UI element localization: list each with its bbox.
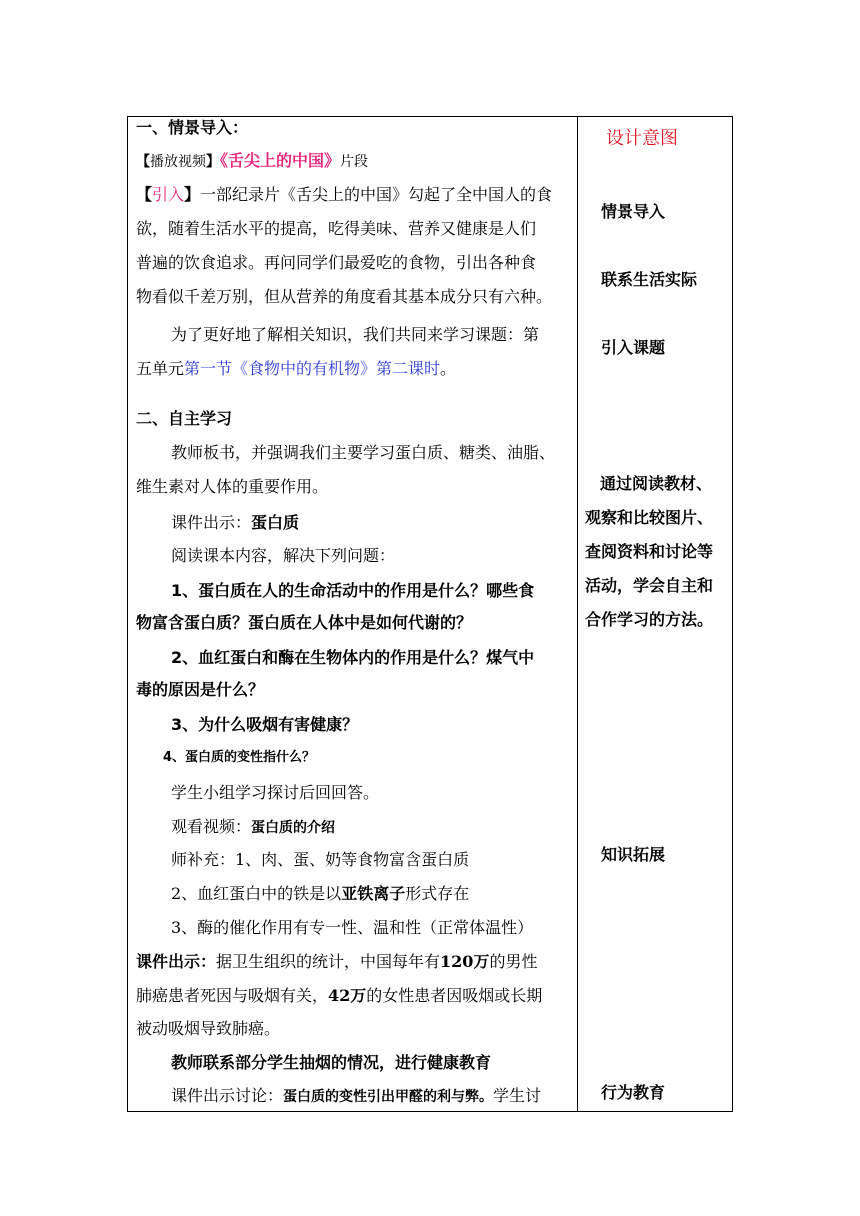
intent-self-study-2: 观察和比较图片、 xyxy=(585,508,714,527)
question-3: 3、为什么吸烟有害健康？ xyxy=(171,715,359,734)
board-line-1: 教师板书，并强调我们主要学习蛋白质、糖类、油脂、 xyxy=(171,443,556,462)
topic-period: 。 xyxy=(440,359,457,378)
intro-line-2: 欲，随着生活水平的提高，吃得美味、营养又健康是人们 xyxy=(136,219,537,238)
column-divider xyxy=(577,117,578,1111)
board-line-2: 维生素对人体的重要作用。 xyxy=(136,477,329,496)
intro-bracket-close: 】 xyxy=(184,185,201,204)
intro-line-3: 普遍的饮食追求。再问同学们最爱吃的食物，引出各种食 xyxy=(136,253,537,272)
topic-line-1: 为了更好地了解相关知识，我们共同来学习课题：第 xyxy=(171,325,540,344)
stat-male-count: 120万 xyxy=(440,952,490,971)
video-title: 《舌尖上的中国》 xyxy=(220,151,341,170)
ferrous-ion: 亚铁离子 xyxy=(341,884,406,903)
stat-line-3: 被动吸烟导致肺癌。 xyxy=(136,1019,281,1038)
supplement-2-c: 形式存在 xyxy=(405,884,470,903)
discussion-label: 课件出示讨论： xyxy=(171,1086,284,1105)
supplement-1: 师补充：1、肉、蛋、奶等食物富含蛋白质 xyxy=(171,850,470,869)
intent-scene-intro: 情景导入 xyxy=(601,202,666,221)
video-bracket-open: 【 xyxy=(136,154,150,170)
supplement-2 xyxy=(171,884,469,904)
discussion-topic: 蛋白质的变性引出甲醛的利与弊。 xyxy=(283,1089,494,1105)
watch-line xyxy=(171,817,335,838)
stat-line-2 xyxy=(136,986,542,1006)
section-1-heading: 一、情景导入： xyxy=(136,118,249,137)
lesson-title: 第一节《食物中的有机物》第二课时 xyxy=(184,359,441,378)
discussion-line xyxy=(171,1086,541,1107)
intent-real-life: 联系生活实际 xyxy=(601,270,698,289)
question-4: 4、蛋白质的变性指什么？ xyxy=(163,750,316,765)
supplement-2-a: 2、血红蛋白中的铁是以 xyxy=(171,884,342,903)
topic-prefix: 五单元 xyxy=(136,359,185,378)
intent-knowledge-extension: 知识拓展 xyxy=(601,845,666,864)
show-label: 课件出示： xyxy=(171,513,252,532)
video-bracket-close: 】 xyxy=(206,154,220,170)
intent-topic-intro: 引入课题 xyxy=(601,338,666,357)
discussion-tail: 学生讨 xyxy=(493,1086,542,1105)
section-2-heading: 二、自主学习 xyxy=(136,409,233,428)
stat-l1-c: 的男性 xyxy=(489,952,538,971)
intro-tag: 引入 xyxy=(152,185,185,204)
question-1-line-2: 物富含蛋白质？蛋白质在人体中是如何代谢的？ xyxy=(136,613,473,632)
supplement-3: 3、酶的催化作用有专一性、温和性（正常体温性） xyxy=(171,918,534,937)
question-2-line-1: 2、血红蛋白和酶在生物体内的作用是什么？煤气中 xyxy=(171,648,535,667)
intent-self-study-3: 查阅资料和讨论等 xyxy=(585,542,714,561)
intent-self-study-4: 活动，学会自主和 xyxy=(585,576,714,595)
intro-bracket-open: 【 xyxy=(136,185,153,204)
stat-line-1 xyxy=(136,952,537,972)
intent-self-study-5: 合作学习的方法。 xyxy=(585,610,714,629)
watch-value: 蛋白质的介绍 xyxy=(251,820,336,836)
intro-text-1: 一部纪录片《舌尖上的中国》勾起了全中国人的食 xyxy=(200,185,553,204)
intro-line-4: 物看似千差万别，但从营养的角度看其基本成分只有六种。 xyxy=(136,287,553,306)
stat-l2-c: 的女性患者因吸烟或长期 xyxy=(366,986,543,1005)
show-value: 蛋白质 xyxy=(251,513,300,532)
question-2-line-2: 毒的原因是什么？ xyxy=(136,680,265,699)
intent-self-study-1: 通过阅读教材、 xyxy=(600,474,713,493)
question-1-line-1: 1、蛋白质在人的生命活动中的作用是什么？哪些食 xyxy=(171,581,535,600)
video-suffix: 片段 xyxy=(340,154,369,170)
video-line xyxy=(136,151,368,172)
show-line xyxy=(171,513,299,533)
watch-label: 观看视频： xyxy=(171,817,252,836)
topic-line-2 xyxy=(136,359,456,379)
health-education: 教师联系部分学生抽烟的情况，进行健康教育 xyxy=(171,1053,492,1072)
video-tag: 播放视频 xyxy=(150,154,206,170)
design-intent-title: 设计意图 xyxy=(606,128,678,149)
stat-label: 课件出示： xyxy=(136,952,217,971)
stat-female-count: 42万 xyxy=(328,986,367,1005)
stat-l1-a: 据卫生组织的统计，中国每年有 xyxy=(216,952,441,971)
read-task: 阅读课本内容，解决下列问题： xyxy=(171,546,396,565)
intent-behavior-education: 行为教育 xyxy=(601,1083,666,1102)
group-answer: 学生小组学习探讨后回回答。 xyxy=(171,783,380,802)
intro-line-1 xyxy=(136,185,552,205)
stat-l2-a: 肺癌患者死因与吸烟有关， xyxy=(136,986,329,1005)
